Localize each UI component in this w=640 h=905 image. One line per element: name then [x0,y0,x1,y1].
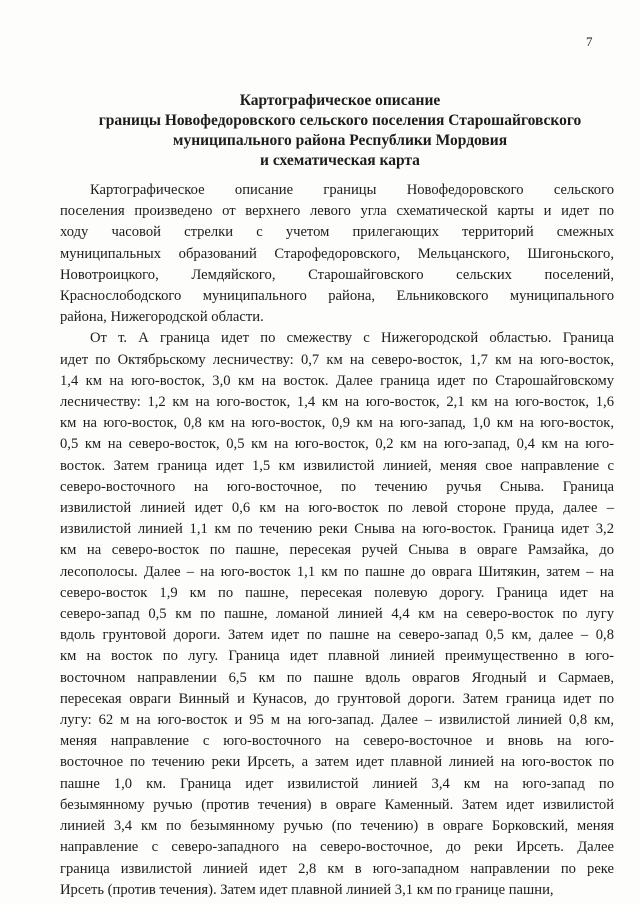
text-line: северо-восток 1,9 км по пашне, пересекая полевую дорогу. Граница идет на [60,584,614,601]
text-line: меняя направление с юго-восточного на северо-восточное и вновь на юго- [60,733,614,750]
title-line: и схематическая карта [260,152,420,169]
text-line: района, Нижегородской области. [60,309,264,326]
text-line: Краснослободского муниципального района, Ельниковского муниципального [60,288,614,305]
text-line: линией 3,4 км по безымянному ручью (по течению) в овраге Борковский, меняя [60,818,614,835]
title-line: Картографическое описание [239,92,441,109]
text-line: северо-восточного на юго-восточное, по течению ручья Сныва. Граница [60,478,614,495]
text-line: км на восток по лугу. Граница идет плавной линией преимущественно в юго- [60,648,614,665]
text-line: лесополосы. Далее – на юго-восток 1,1 км по пашне до оврага Шитякин, затем – на [60,563,614,580]
text-line: восточное по течению реки Ирсеть, а затем идет плавной линией на юго-восток по [60,754,614,771]
text-line: восточном направлении 6,5 км по пашне вдоль оврагов Ягодный и Сармаев, [60,669,614,686]
text-line: муниципальных образований Старофедоровского, Мельцанского, Шигоньского, [60,245,614,262]
text-line: направление с северо-западного на северо-восточное, до реки Ирсеть. Далее [60,839,614,856]
text-line: ходу часовой стрелки с учетом прилегающих территорий смежных [60,224,614,241]
text-line: извилистой линией 1,1 км по течению реки Сныва на юго-восток. Граница идет 3,2 [60,521,614,538]
text-line: км на северо-восток по пашне, пересекая ручей Сныва в овраге Рамзайка, до [60,542,614,559]
text-line: Новотроицкого, Лемдяйского, Старошайговского сельских поселений, [60,266,614,283]
text-line: лугу: 62 м на юго-восток и 95 м на юго-запад. Далее – извилистой линией 0,8 км, [60,712,614,729]
title-line: границы Новофедоровского сельского поселения Старошайговского [98,112,582,129]
text-line: восток. Затем граница идет 1,5 км извилистой линией, меняя свое направление с [60,457,614,474]
paragraph [60,328,614,900]
text-line: северо-запад 0,5 км по пашне, ломаной линией 4,4 км на северо-восток по лугу [60,606,614,623]
page-number: 7 [586,34,593,49]
text-line: извилистой линией идет 0,6 км на юго-восток по левой стороне пруда, далее – [60,500,614,517]
text-line: Ирсеть (против течения). Затем идет плавной линией 3,1 км по границе пашни, [60,881,554,898]
text-line: пашне 1,0 км. Граница идет извилистой линией 3,4 км на юго-запад по [60,775,614,792]
title-line: муниципального района Республики Мордовия [172,132,508,149]
document-title [60,91,620,171]
text-line: поселения произведено от верхнего левого угла схематической карты и идет по [60,203,614,220]
text-line: лесничеству: 1,2 км на юго-восток, 1,4 км на юго-восток, 2,1 км на юго-восток, 1,6 [60,394,614,411]
text-line: Картографическое описание границы Новофедоровского сельского [90,182,614,198]
text-line: км на юго-восток, 0,8 км на юго-восток, 0,9 км на юго-запад, 1,0 км на юго-восток, [60,415,614,432]
text-line: От т. А граница идет по смежеству с Нижегородской областью. Граница [90,330,614,347]
paragraph [60,180,614,328]
text-line: безымянному ручью (против течения) в овраге Каменный. Затем идет извилистой [60,796,614,813]
text-line: 1,4 км на юго-восток, 3,0 км на восток. Далее граница идет по Старошайговскому [60,372,614,389]
text-line: пересекая овраги Винный и Кунасов, до грунтовой дороги. Затем граница идет по [60,690,614,707]
text-line: 0,5 км на северо-восток, 0,5 км на юго-восток, 0,2 км на юго-запад, 0,4 км на юго- [60,436,614,453]
text-line: граница извилистой линией идет 2,8 км в юго-западном направлении по реке [60,860,614,877]
text-line: вдоль грунтовой дороги. Затем идет по пашне на северо-запад 0,5 км, далее – 0,8 [60,627,614,644]
document-body [60,180,614,901]
text-line: идет по Октябрьскому лесничеству: 0,7 км на северо-восток, 1,7 км на юго-восток, [60,351,614,368]
